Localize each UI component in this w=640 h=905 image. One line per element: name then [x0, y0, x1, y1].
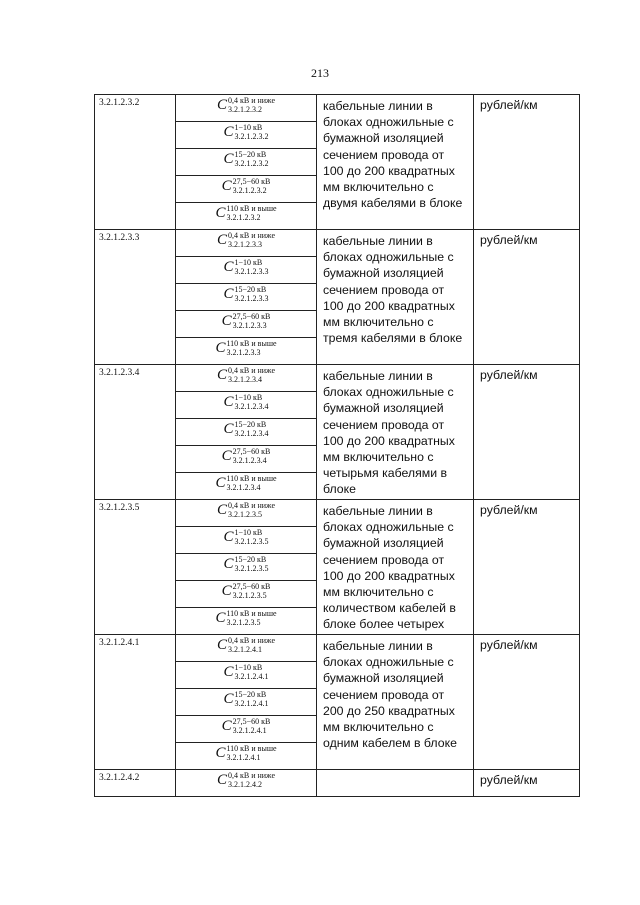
rate-symbol	[217, 232, 275, 249]
item-code: 3.2.1.2.4.1	[95, 635, 176, 770]
tariff-table	[94, 94, 580, 797]
rate-index: 3.2.1.2.3.5	[234, 564, 269, 573]
rate-symbol-scripts	[228, 502, 275, 519]
rate-symbol-letter: C	[215, 205, 226, 221]
rate-symbol-cell	[176, 500, 317, 527]
item-description	[317, 500, 474, 635]
rate-index: 3.2.1.2.4.1	[232, 726, 267, 735]
description-line: одним кабелем в блоке	[323, 736, 457, 751]
table-row	[95, 365, 580, 392]
description-line: сечением провода от	[323, 552, 445, 567]
rate-index: 3.2.1.2.3.2	[232, 186, 267, 195]
rate-symbol-scripts	[235, 286, 269, 303]
rate-symbol-cell	[176, 527, 317, 554]
description-line: кабельные линии в	[323, 234, 433, 248]
description-line: кабельные линии в	[323, 369, 433, 383]
voltage-level: 0,4 кВ и ниже	[227, 636, 276, 645]
rate-symbol-scripts	[235, 691, 269, 708]
rate-symbol-letter: C	[216, 772, 227, 788]
rate-symbol-cell	[176, 446, 317, 473]
description-line: 100 до 200 квадратных	[323, 433, 455, 448]
table-row	[95, 635, 580, 662]
unit-of-measure: рублей/км	[474, 95, 580, 230]
rate-symbol-letter: C	[215, 745, 226, 761]
table-row	[95, 500, 580, 527]
voltage-level: 27,5−60 кВ	[232, 717, 271, 726]
rate-symbol-letter: C	[221, 583, 232, 599]
rate-index: 3.2.1.2.3.5	[232, 591, 267, 600]
rate-index: 3.2.1.2.3.3	[234, 294, 269, 303]
rate-symbol	[215, 610, 276, 627]
description-line: блоке более четырех	[323, 617, 445, 632]
page-number: 213	[311, 66, 329, 80]
voltage-level: 0,4 кВ и ниже	[227, 231, 276, 240]
item-code: 3.2.1.2.4.2	[95, 770, 176, 797]
rate-index: 3.2.1.2.3.2	[234, 159, 269, 168]
description-line: блоках одножильные с	[323, 520, 454, 535]
rate-symbol-cell	[176, 392, 317, 419]
rate-symbol-scripts	[233, 313, 271, 330]
item-code: 3.2.1.2.3.3	[95, 230, 176, 365]
rate-symbol-letter: C	[221, 448, 232, 464]
rate-symbol-scripts	[226, 340, 276, 357]
rate-symbol-cell	[176, 635, 317, 662]
rate-symbol-cell	[176, 743, 317, 770]
voltage-level: 1−10 кВ	[234, 258, 263, 267]
rate-symbol-scripts	[233, 448, 271, 465]
rate-symbol-scripts	[233, 583, 271, 600]
description-line: двумя кабелями в блоке	[323, 196, 463, 211]
voltage-level: 27,5−60 кВ	[232, 177, 271, 186]
rate-symbol-scripts	[235, 259, 269, 276]
rate-symbol-scripts	[235, 394, 269, 411]
description-line: блоках одножильные с	[323, 250, 454, 265]
rate-index: 3.2.1.2.4.1	[227, 645, 262, 654]
rate-symbol-letter: C	[223, 556, 234, 572]
voltage-level: 0,4 кВ и ниже	[227, 96, 276, 105]
rate-symbol-cell	[176, 149, 317, 176]
rate-symbol-cell	[176, 257, 317, 284]
rate-symbol-cell	[176, 176, 317, 203]
tariff-table-body	[95, 95, 580, 797]
rate-symbol-scripts	[235, 421, 269, 438]
rate-symbol	[215, 340, 276, 357]
description-line: сечением провода от	[323, 687, 445, 702]
description-line: мм включительно с	[323, 315, 434, 330]
rate-symbol	[222, 448, 271, 465]
description-line: кабельные линии в	[323, 99, 433, 113]
description-line: мм включительно с	[323, 720, 434, 735]
item-code: 3.2.1.2.3.4	[95, 365, 176, 500]
rate-symbol-cell	[176, 662, 317, 689]
rate-symbol-cell	[176, 95, 317, 122]
description-line: 100 до 200 квадратных	[323, 298, 455, 313]
rate-index: 3.2.1.2.3.3	[234, 267, 269, 276]
description-line: бумажной изоляцией	[323, 401, 444, 416]
description-line: мм включительно с	[323, 180, 434, 195]
rate-symbol	[223, 556, 268, 573]
rate-symbol-letter: C	[215, 340, 226, 356]
voltage-level: 110 кВ и выше	[226, 204, 277, 213]
rate-symbol-letter: C	[223, 151, 234, 167]
voltage-level: 0,4 кВ и ниже	[227, 366, 276, 375]
description-line: мм включительно с	[323, 450, 434, 465]
voltage-level: 1−10 кВ	[234, 393, 263, 402]
rate-symbol	[217, 502, 275, 519]
rate-symbol-letter: C	[216, 637, 227, 653]
rate-symbol-letter: C	[221, 718, 232, 734]
rate-index: 3.2.1.2.4.1	[234, 672, 269, 681]
voltage-level: 15−20 кВ	[234, 690, 267, 699]
item-description	[317, 770, 474, 797]
rate-symbol-scripts	[235, 529, 269, 546]
rate-symbol-scripts	[233, 718, 271, 735]
rate-symbol-cell	[176, 230, 317, 257]
rate-symbol-scripts	[226, 610, 276, 627]
voltage-level: 27,5−60 кВ	[232, 447, 271, 456]
voltage-level: 0,4 кВ и ниже	[227, 501, 276, 510]
unit-of-measure: рублей/км	[474, 770, 580, 797]
table-row	[95, 230, 580, 257]
rate-index: 3.2.1.2.3.3	[226, 348, 261, 357]
rate-symbol-cell	[176, 716, 317, 743]
rate-symbol-cell	[176, 608, 317, 635]
description-line: сечением провода от	[323, 282, 445, 297]
rate-symbol	[217, 367, 275, 384]
rate-symbol	[223, 691, 268, 708]
voltage-level: 27,5−60 кВ	[232, 312, 271, 321]
rate-symbol-cell	[176, 581, 317, 608]
rate-index: 3.2.1.2.3.3	[227, 240, 262, 249]
description-line: 100 до 200 квадратных	[323, 163, 455, 178]
rate-symbol-scripts	[226, 745, 276, 762]
description-line: тремя кабелями в блоке	[323, 331, 463, 346]
description-line: количеством кабелей в	[323, 601, 456, 616]
rate-index: 3.2.1.2.3.5	[227, 510, 262, 519]
rate-index: 3.2.1.2.3.5	[234, 537, 269, 546]
description-line: блоках одножильные с	[323, 655, 454, 670]
item-description	[317, 95, 474, 230]
description-line: мм включительно с	[323, 585, 434, 600]
rate-symbol-letter: C	[216, 97, 227, 113]
rate-symbol-scripts	[228, 97, 275, 114]
voltage-level: 27,5−60 кВ	[232, 582, 271, 591]
description-line: четырьмя кабелями в	[323, 466, 448, 481]
description-line: кабельные линии в	[323, 639, 433, 653]
rate-symbol-cell	[176, 419, 317, 446]
rate-symbol	[217, 637, 275, 654]
rate-symbol-cell	[176, 770, 317, 797]
description-line: бумажной изоляцией	[323, 266, 444, 281]
rate-symbol-cell	[176, 203, 317, 230]
description-line: 100 до 200 квадратных	[323, 568, 455, 583]
rate-symbol-letter: C	[221, 313, 232, 329]
rate-symbol-letter: C	[223, 421, 234, 437]
rate-index: 3.2.1.2.4.2	[227, 780, 262, 789]
rate-symbol	[215, 475, 276, 492]
item-description	[317, 635, 474, 770]
rate-symbol-cell	[176, 338, 317, 365]
rate-symbol-letter: C	[216, 367, 227, 383]
rate-symbol-scripts	[233, 178, 271, 195]
voltage-level: 1−10 кВ	[234, 528, 263, 537]
rate-index: 3.2.1.2.3.4	[232, 456, 267, 465]
rate-symbol-cell	[176, 473, 317, 500]
rate-index: 3.2.1.2.4.1	[226, 753, 261, 762]
rate-symbol-scripts	[228, 772, 275, 789]
rate-symbol	[222, 178, 271, 195]
rate-symbol-cell	[176, 554, 317, 581]
table-row	[95, 770, 580, 797]
description-line: сечением провода от	[323, 417, 445, 432]
rate-symbol	[223, 151, 268, 168]
rate-symbol	[217, 772, 275, 789]
rate-symbol-letter: C	[216, 232, 227, 248]
description-line: блоках одножильные с	[323, 115, 454, 130]
rate-index: 3.2.1.2.3.5	[226, 618, 261, 627]
rate-symbol	[223, 286, 268, 303]
rate-symbol-scripts	[226, 205, 276, 222]
rate-symbol-letter: C	[223, 691, 234, 707]
voltage-level: 1−10 кВ	[234, 663, 263, 672]
rate-symbol	[217, 97, 275, 114]
item-description	[317, 230, 474, 365]
description-line: блоке	[323, 482, 356, 497]
rate-index: 3.2.1.2.3.2	[234, 132, 269, 141]
rate-symbol-letter: C	[223, 664, 234, 680]
rate-symbol-cell	[176, 689, 317, 716]
rate-symbol	[215, 745, 276, 762]
voltage-level: 15−20 кВ	[234, 285, 267, 294]
rate-index: 3.2.1.2.3.4	[227, 375, 262, 384]
rate-index: 3.2.1.2.3.4	[226, 483, 261, 492]
rate-symbol-letter: C	[216, 502, 227, 518]
rate-symbol-cell	[176, 284, 317, 311]
rate-symbol	[223, 664, 268, 681]
unit-of-measure: рублей/км	[474, 365, 580, 500]
item-code: 3.2.1.2.3.5	[95, 500, 176, 635]
voltage-level: 110 кВ и выше	[226, 744, 277, 753]
rate-symbol-letter: C	[223, 394, 234, 410]
rate-symbol	[222, 583, 271, 600]
voltage-level: 110 кВ и выше	[226, 474, 277, 483]
rate-symbol-scripts	[235, 556, 269, 573]
rate-symbol	[223, 529, 268, 546]
rate-symbol-letter: C	[215, 475, 226, 491]
rate-symbol	[222, 718, 271, 735]
rate-symbol-scripts	[226, 475, 276, 492]
rate-symbol-cell	[176, 122, 317, 149]
rate-symbol-cell	[176, 365, 317, 392]
voltage-level: 0,4 кВ и ниже	[227, 771, 276, 780]
rate-symbol-scripts	[228, 637, 275, 654]
voltage-level: 110 кВ и выше	[226, 609, 277, 618]
rate-index: 3.2.1.2.3.2	[227, 105, 262, 114]
item-description	[317, 365, 474, 500]
rate-index: 3.2.1.2.3.3	[232, 321, 267, 330]
rate-symbol-letter: C	[223, 259, 234, 275]
item-code: 3.2.1.2.3.2	[95, 95, 176, 230]
rate-symbol	[223, 259, 268, 276]
unit-of-measure: рублей/км	[474, 230, 580, 365]
description-line: бумажной изоляцией	[323, 536, 444, 551]
rate-symbol-scripts	[235, 151, 269, 168]
description-line: 200 до 250 квадратных	[323, 703, 455, 718]
description-line: бумажной изоляцией	[323, 131, 444, 146]
unit-of-measure: рублей/км	[474, 500, 580, 635]
rate-symbol	[222, 313, 271, 330]
description-line: блоках одножильные с	[323, 385, 454, 400]
voltage-level: 15−20 кВ	[234, 150, 267, 159]
rate-symbol-letter: C	[223, 286, 234, 302]
rate-index: 3.2.1.2.3.2	[226, 213, 261, 222]
voltage-level: 110 кВ и выше	[226, 339, 277, 348]
voltage-level: 15−20 кВ	[234, 555, 267, 564]
voltage-level: 15−20 кВ	[234, 420, 267, 429]
rate-symbol-scripts	[235, 124, 269, 141]
table-row	[95, 95, 580, 122]
description-line: бумажной изоляцией	[323, 671, 444, 686]
description-line: сечением провода от	[323, 147, 445, 162]
rate-symbol-letter: C	[215, 610, 226, 626]
rate-symbol	[223, 394, 268, 411]
rate-index: 3.2.1.2.4.1	[234, 699, 269, 708]
rate-symbol-letter: C	[223, 124, 234, 140]
rate-symbol	[223, 421, 268, 438]
rate-symbol-scripts	[235, 664, 269, 681]
rate-symbol	[215, 205, 276, 222]
rate-index: 3.2.1.2.3.4	[234, 429, 269, 438]
rate-symbol-letter: C	[223, 529, 234, 545]
rate-symbol-cell	[176, 311, 317, 338]
voltage-level: 1−10 кВ	[234, 123, 263, 132]
rate-symbol-scripts	[228, 367, 275, 384]
rate-symbol-scripts	[228, 232, 275, 249]
rate-symbol-letter: C	[221, 178, 232, 194]
description-line: кабельные линии в	[323, 504, 433, 518]
rate-index: 3.2.1.2.3.4	[234, 402, 269, 411]
rate-symbol	[223, 124, 268, 141]
unit-of-measure: рублей/км	[474, 635, 580, 770]
